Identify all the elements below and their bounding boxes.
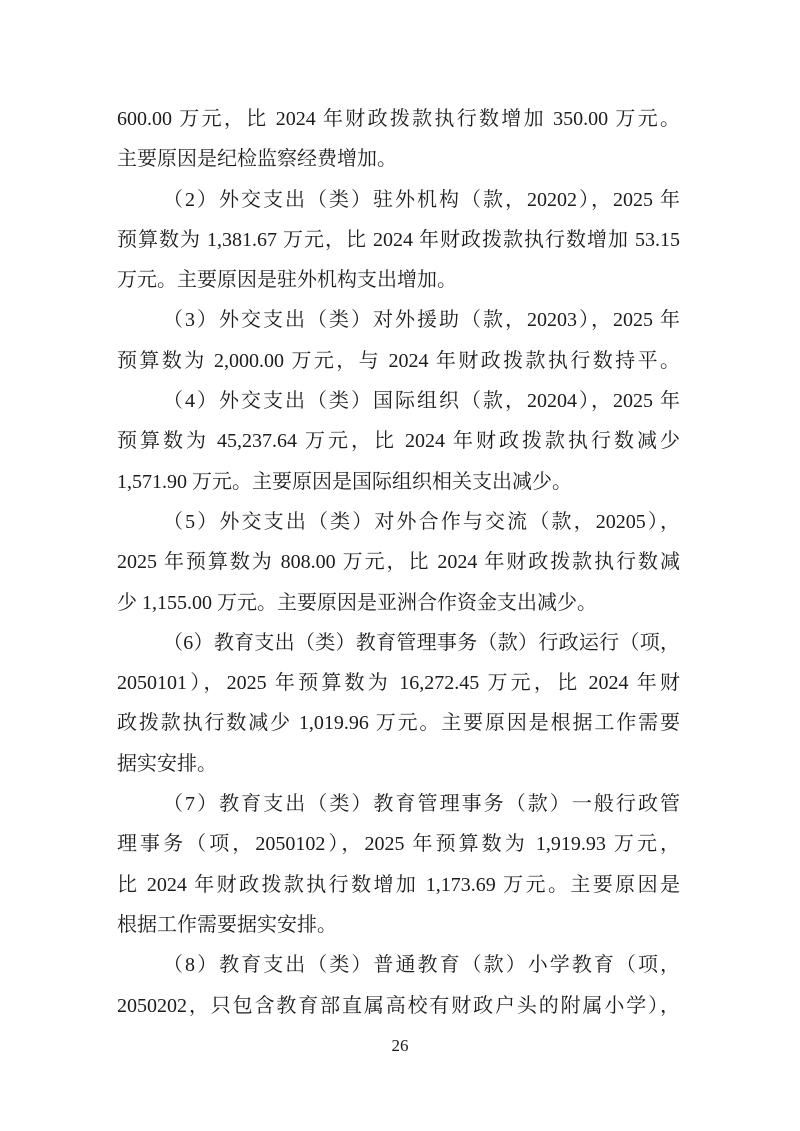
document-body (117, 99, 680, 1026)
text-line: 万元。主要原因是驻外机构支出增加。 (117, 269, 457, 292)
text-line: （7）教育支出（类）教育管理事务（款）一般行政管 (163, 793, 680, 816)
text-line: 预算数为 45,237.64 万元，比 2024 年财政拨款执行数减少 (117, 430, 680, 453)
text-line: 主要原因是纪检监察经费增加。 (117, 148, 397, 171)
text-line: （6）教育支出（类）教育管理事务（款）行政运行（项， (163, 631, 680, 654)
text-line: 2050202，只包含教育部直属高校有财政户头的附属小学）， (117, 994, 680, 1017)
page-number: 26 (391, 1036, 409, 1055)
text-line: 1,571.90 万元。主要原因是国际组织相关支出减少。 (117, 470, 572, 493)
text-line: （5）外交支出（类）对外合作与交流（款，20205）， (163, 510, 680, 533)
text-line: （3）外交支出（类）对外援助（款，20203），2025 年 (163, 309, 680, 332)
text-line: 政拨款执行数减少 1,019.96 万元。主要原因是根据工作需要 (117, 712, 680, 735)
text-line: 预算数为 1,381.67 万元，比 2024 年财政拨款执行数增加 53.15 (117, 228, 680, 251)
text-line: （8）教育支出（类）普通教育（款）小学教育（项， (163, 954, 680, 977)
text-line: （4）外交支出（类）国际组织（款，20204），2025 年 (163, 390, 680, 413)
text-line: 根据工作需要据实安排。 (117, 913, 337, 936)
text-line: 600.00 万元，比 2024 年财政拨款执行数增加 350.00 万元。 (117, 108, 680, 130)
text-line: 比 2024 年财政拨款执行数增加 1,173.69 万元。主要原因是 (117, 873, 680, 896)
text-line: 2050101），2025 年预算数为 16,272.45 万元，比 2024 年财 (117, 672, 680, 695)
text-line: 预算数为 2,000.00 万元，与 2024 年财政拨款执行数持平。 (117, 349, 680, 372)
text-line: 2025 年预算数为 808.00 万元，比 2024 年财政拨款执行数减 (117, 551, 680, 574)
text-line: （2）外交支出（类）驻外机构（款，20202），2025 年 (163, 188, 680, 211)
text-line: 理事务（项，2050102），2025 年预算数为 1,919.93 万元， (117, 833, 680, 856)
text-line: 据实安排。 (117, 752, 217, 775)
text-line: 少 1,155.00 万元。主要原因是亚洲合作资金支出减少。 (117, 591, 597, 614)
